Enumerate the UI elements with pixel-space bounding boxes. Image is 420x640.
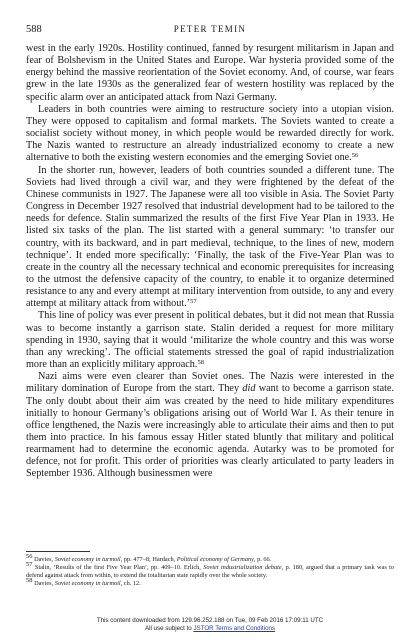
paragraph xyxy=(26,310,394,371)
footnote-rule xyxy=(26,551,90,552)
page-header xyxy=(26,24,394,38)
terms-prefix: All use subject to xyxy=(144,625,194,633)
jstor-terms-link[interactable]: JSTOR Terms and Conditions xyxy=(193,625,276,633)
text-run: Nazi aims were even clearer than Soviet ones. The Nazis were interested in the military domination of Europe from the start. They xyxy=(26,371,394,395)
paragraph xyxy=(26,165,394,311)
text-run: , pp. 477–8; Hardach, xyxy=(120,556,177,563)
paragraph xyxy=(26,104,394,165)
text-run: , p. 180, argued that a primary task was to defend against attack from within, to extend the totalitarian state rapidly over the whole society. xyxy=(26,564,395,580)
footnote-marker: 56 xyxy=(351,152,359,160)
text-run: Stalin, ‘Results of the first Five Year Plan’, pp. 409–10. Erlich, xyxy=(32,564,204,572)
download-line: This content downloaded from 129.96.252.188 on Tue, 09 Feb 2016 17:09:11 UTC xyxy=(96,617,324,624)
text-run: , ch. 12. xyxy=(120,580,141,588)
text-run: want to become a garrison state. The only doubt about their aim was created by the need to hide military expenditures initially to honour Germany’s obligations arising out of World War I. As their tenure in office lengthened, the Nazis were increasingly able to articulate their aims and then to put them into practice. In his famous essay Hitler stated bluntly that military and political rearmament had to determine the economic agenda. Autarky was to be promoted for defence, not for profit. This order of priorities was clearly articulated to party leaders in September 1936. Although businessmen were xyxy=(26,383,394,480)
footnote-marker: 56 xyxy=(26,553,33,560)
running-head: PETER TEMIN xyxy=(173,24,247,34)
italic-text: did xyxy=(242,383,256,395)
italic-text: Political economy of Germany xyxy=(176,556,254,563)
terms-line xyxy=(0,625,420,633)
footnote-marker: 58 xyxy=(197,359,204,367)
body-text xyxy=(26,43,394,481)
italic-text: Soviet economy in turmoil xyxy=(54,580,121,588)
text-run: Davies, xyxy=(32,580,55,588)
paragraph xyxy=(26,43,394,104)
text-run: Leaders in both countries were aiming to restructure society into a utopian vision. They were opposed to capitalism and formal markets. The Soviets wanted to create a socialist society without money, in which people would be rewarded directly for work. The Nazis wanted to restructure an already industrialized economy to create a new alternative to both the existing western economies and the emerging Soviet one. xyxy=(26,103,394,164)
text-run: , p. 66. xyxy=(253,556,272,563)
footnote xyxy=(26,577,394,588)
text-run: Davies, xyxy=(32,556,55,563)
paragraph xyxy=(26,371,394,480)
text-run: In the shorter run, however, leaders of both countries sounded a different tune. The Soviets had lived through a civil war, and they were frightened by the defeat of the Chinese communists in 1927. The Japanese were all too visible in Asia. The Soviet Party Congress in December 1927 resolved that industrial development had to be tailored to the needs for defence. Stalin summarized the results of the first Five Year Plan in 1933. He listed six tasks of the plan. The list started with a general summary: ‘to transfer our country, with its backward, and in part medieval, technique, to the lines of new, modern technique’. It ended more specifically: ‘Finally, the task of the Five-Year Plan was to create in the country all the necessary technical and economic prerequisites for increasing to the utmost the defensive capacity of the country, to enable it to organize determined resistance to any and every attempt at military intervention from outside, to any and every attempt at military attack from without.’ xyxy=(26,164,394,310)
download-notice xyxy=(0,617,420,634)
footnote-marker: 57 xyxy=(26,561,33,569)
footnote-marker: 57 xyxy=(190,298,197,306)
footnotes xyxy=(26,553,395,588)
page-number: 588 xyxy=(26,24,42,35)
footnote xyxy=(26,561,395,580)
italic-text: Soviet economy in turmoil xyxy=(54,556,121,563)
footnote xyxy=(26,553,394,564)
footnote-marker: 58 xyxy=(26,577,33,585)
italic-text: Soviet industrialization debate xyxy=(203,564,282,572)
text-run: west in the early 1920s. Hostility continued, fanned by resurgent militarism in Japan and fear of Bolshevism in the United States and Europe. War hysteria provided some of the energy behind the massive reorientation of the Soviet economy. And, of course, war fears grew in the late 1930s as the generalized fear of western hostility was replaced by the specific alarm over an anticipated attack from Nazi Germany. xyxy=(26,43,394,103)
text-run: This line of policy was ever present in political debates, but it did not mean that Russia was to become instantly a garrison state. Stalin derided a request for more military spending in 1930, saying that it would ‘militarize the whole country and this was worse than any wrecking’. The official statements stressed the goal of rapid industrialization more than an explicitly military approach. xyxy=(26,310,394,371)
